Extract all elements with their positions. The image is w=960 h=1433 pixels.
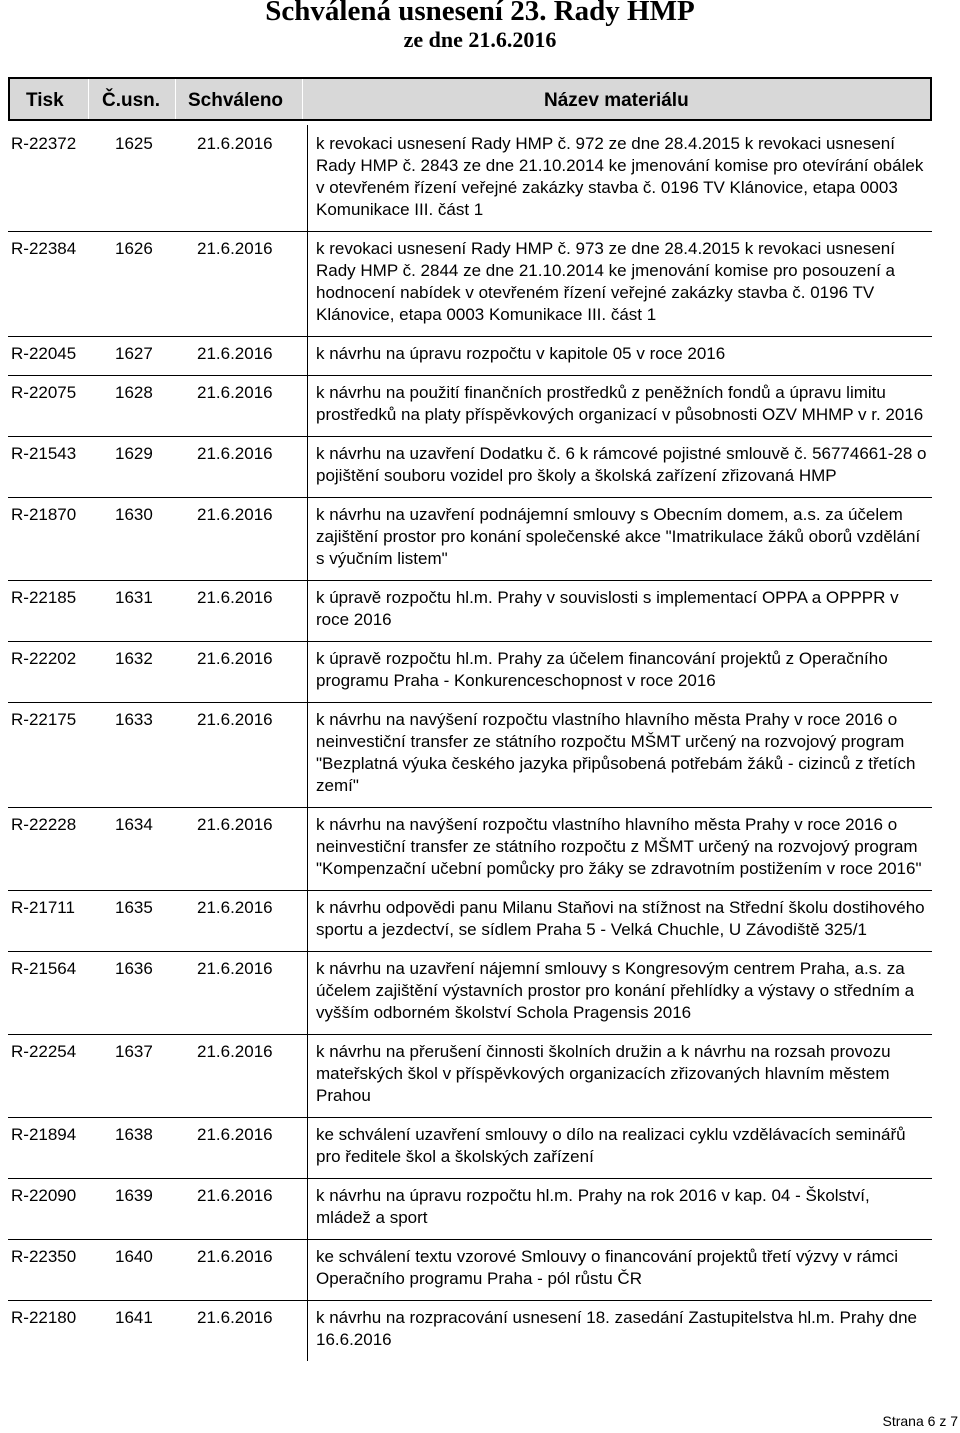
- cell-tisk: R-22202: [8, 642, 109, 703]
- cell-date: 21.6.2016: [193, 642, 308, 703]
- page-title: Schválená usnesení 23. Rady HMP: [265, 0, 695, 27]
- cell-tisk: R-22350: [8, 1240, 109, 1301]
- table-row: [8, 808, 932, 891]
- page-number: Strana 6 z 7: [882, 1413, 958, 1429]
- cell-date: 21.6.2016: [193, 125, 308, 232]
- cell-nazev: k návrhu na uzavření nájemní smlouvy s Kongresovým centrem Praha, a.s. za účelem zajištění výstavních prostor pro konání přehlídky a výstavy o středním a vyšším odborném školství Schola Pragensis 2016: [308, 952, 933, 1035]
- table-row: [8, 1035, 932, 1118]
- cell-nazev: k návrhu na úpravu rozpočtu hl.m. Prahy na rok 2016 v kap. 04 - Školství, mládež a sport: [308, 1179, 933, 1240]
- cell-tisk: R-22180: [8, 1301, 109, 1362]
- table-row: [8, 891, 932, 952]
- cell-cusn: 1641: [109, 1301, 193, 1362]
- cell-cusn: 1627: [109, 337, 193, 376]
- cell-cusn: 1633: [109, 703, 193, 808]
- cell-nazev: k návrhu na rozpracování usnesení 18. zasedání Zastupitelstva hl.m. Prahy dne 16.6.2016: [308, 1301, 933, 1362]
- cell-cusn: 1636: [109, 952, 193, 1035]
- cell-date: 21.6.2016: [193, 1179, 308, 1240]
- table-row: [8, 1301, 932, 1362]
- cell-date: 21.6.2016: [193, 232, 308, 337]
- table-row: [8, 437, 932, 498]
- cell-date: 21.6.2016: [193, 1301, 308, 1362]
- page-subtitle: ze dne 21.6.2016: [403, 27, 557, 52]
- cell-cusn: 1631: [109, 581, 193, 642]
- cell-cusn: 1629: [109, 437, 193, 498]
- table-row: [8, 232, 932, 337]
- cell-nazev: ke schválení textu vzorové Smlouvy o financování projektů třetí výzvy v rámci Operačního programu Praha - pól růstu ČR: [308, 1240, 933, 1301]
- table-row: [8, 952, 932, 1035]
- cell-tisk: R-21894: [8, 1118, 109, 1179]
- cell-cusn: 1628: [109, 376, 193, 437]
- cell-nazev: k úpravě rozpočtu hl.m. Prahy v souvislosti s implementací OPPA a OPPPR v roce 2016: [308, 581, 933, 642]
- cell-cusn: 1639: [109, 1179, 193, 1240]
- table-row: [8, 1179, 932, 1240]
- cell-date: 21.6.2016: [193, 1240, 308, 1301]
- cell-date: 21.6.2016: [193, 952, 308, 1035]
- cell-nazev: ke schválení uzavření smlouvy o dílo na realizaci cyklu vzdělávacích seminářů pro ředitele škol a školských zařízení: [308, 1118, 933, 1179]
- cell-tisk: R-22075: [8, 376, 109, 437]
- cell-tisk: R-21870: [8, 498, 109, 581]
- cell-cusn: 1640: [109, 1240, 193, 1301]
- cell-date: 21.6.2016: [193, 437, 308, 498]
- cell-cusn: 1630: [109, 498, 193, 581]
- cell-date: 21.6.2016: [193, 891, 308, 952]
- column-header-cusn: Č.usn.: [102, 90, 161, 111]
- cell-date: 21.6.2016: [193, 1035, 308, 1118]
- cell-cusn: 1638: [109, 1118, 193, 1179]
- table-row: [8, 125, 932, 232]
- cell-tisk: R-22384: [8, 232, 109, 337]
- cell-tisk: R-22185: [8, 581, 109, 642]
- cell-nazev: k návrhu na úpravu rozpočtu v kapitole 05 v roce 2016: [308, 337, 933, 376]
- cell-date: 21.6.2016: [193, 337, 308, 376]
- cell-nazev: k revokaci usnesení Rady HMP č. 973 ze dne 28.4.2015 k revokaci usnesení Rady HMP č. 2844 ze dne 21.10.2014 ke jmenování komise pro posouzení a hodnocení nabídek v otevřeném řízení veřejné zakázky stavba č. 0196 TV Klánovice, etapa 0003 Komunikace III. část 1: [308, 232, 933, 337]
- cell-cusn: 1626: [109, 232, 193, 337]
- table-row: [8, 703, 932, 808]
- cell-date: 21.6.2016: [193, 581, 308, 642]
- table-row: [8, 1240, 932, 1301]
- cell-nazev: k návrhu na přerušení činnosti školních družin a k návrhu na rozsah provozu mateřských škol v příspěvkových organizacích zřizovaných hlavním městem Prahou: [308, 1035, 933, 1118]
- cell-date: 21.6.2016: [193, 498, 308, 581]
- cell-tisk: R-21564: [8, 952, 109, 1035]
- table-row: [8, 1118, 932, 1179]
- cell-nazev: k návrhu odpovědi panu Milanu Staňovi na stížnost na Střední školu dostihového sportu a jezdectví, se sídlem Praha 5 - Velká Chuchle, U Závodiště 325/1: [308, 891, 933, 952]
- cell-date: 21.6.2016: [193, 376, 308, 437]
- table-row: [8, 337, 932, 376]
- cell-nazev: k návrhu na uzavření podnájemní smlouvy s Obecním domem, a.s. za účelem zajištění prostor pro konání společenské akce "Imatrikulace žáků oborů vzdělání s výučním listem": [308, 498, 933, 581]
- cell-tisk: R-21543: [8, 437, 109, 498]
- cell-nazev: k úpravě rozpočtu hl.m. Prahy za účelem financování projektů z Operačního programu Praha - Konkurenceschopnost v roce 2016: [308, 642, 933, 703]
- cell-cusn: 1635: [109, 891, 193, 952]
- resolutions-table: [8, 125, 932, 1361]
- cell-date: 21.6.2016: [193, 703, 308, 808]
- column-header-schvaleno: Schváleno: [188, 90, 284, 111]
- cell-tisk: R-22372: [11, 134, 77, 153]
- cell-tisk: R-22090: [8, 1179, 109, 1240]
- cell-cusn: 1634: [109, 808, 193, 891]
- cell-date: 21.6.2016: [193, 1118, 308, 1179]
- cell-nazev: k návrhu na navýšení rozpočtu vlastního hlavního města Prahy v roce 2016 o neinvestiční transfer ze státního rozpočtu z MŠMT určený na rozvojový program "Kompenzační učební pomůcky pro žáky se zdravotním postižením v roce 2016": [308, 808, 933, 891]
- cell-nazev: k návrhu na použití finančních prostředků z peněžních fondů a úpravu limitu prostředků na platy příspěvkových organizací v působnosti OZV MHMP v r. 2016: [308, 376, 933, 437]
- column-header-nazev: Název materiálu: [544, 90, 689, 111]
- cell-tisk: R-22175: [8, 703, 109, 808]
- table-row: [8, 642, 932, 703]
- cell-tisk: R-22254: [8, 1035, 109, 1118]
- cell-cusn: 1625: [115, 134, 153, 153]
- table-header: [8, 77, 932, 121]
- cell-date: 21.6.2016: [193, 808, 308, 891]
- table-row: [8, 498, 932, 581]
- cell-nazev: k revokaci usnesení Rady HMP č. 972 ze dne 28.4.2015 k revokaci usnesení Rady HMP č. 2843 ze dne 21.10.2014 ke jmenování komise pro otevírání obálek v otevřeném řízení veřejné zakázky stavba č. 0196 TV Klánovice, etapa 0003 Komunikace III. část 1: [316, 134, 924, 219]
- cell-tisk: R-22228: [8, 808, 109, 891]
- table-row: [8, 581, 932, 642]
- cell-tisk: R-22045: [8, 337, 109, 376]
- cell-cusn: 1637: [109, 1035, 193, 1118]
- cell-nazev: k návrhu na navýšení rozpočtu vlastního hlavního města Prahy v roce 2016 o neinvestiční transfer ze státního rozpočtu MŠMT určený na rozvojový program "Bezplatná výuka českého jazyka připůsobená potřebám žáků - cizinců z třetích zemí": [308, 703, 933, 808]
- column-header-tisk: Tisk: [26, 90, 64, 111]
- cell-nazev: k návrhu na uzavření Dodatku č. 6 k rámcové pojistné smlouvě č. 56774661-28 o pojištění souboru vozidel pro školy a školská zařízení zřizovaná HMP: [308, 437, 933, 498]
- cell-cusn: 1632: [109, 642, 193, 703]
- table-row: [8, 376, 932, 437]
- cell-tisk: R-21711: [8, 891, 109, 952]
